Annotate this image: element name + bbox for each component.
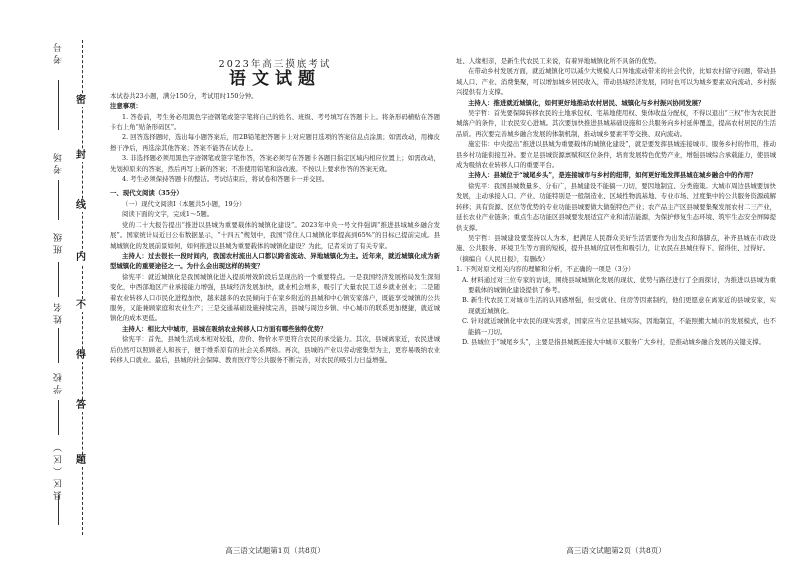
source-note: （摘编自《人民日报》，有删改） xyxy=(456,254,549,263)
passage-paragraph: 徐宪平：就近城镇化是我国城镇化进入提质增效阶段后呈现出的一个重要特点。一是我国经济发展格局发生深刻变化，中西部地区产业承接能力增强，县域经济发展加快，就业机会增多，吸引了大量农民工返乡就业创业；二是随着农业转移人口市民化进程加快，越来越多的农民倾向于在家乡附近的县城和中心镇安家落户，既能享受城镇的公共服务，又能兼顾家庭和农业生产；三是交通基础设施持续完善，县城与周边乡镇、中心城市的联系更加便捷，就近城镇化的成本更低。 xyxy=(110,272,440,323)
binding-strip xyxy=(0,0,118,562)
seal-mark: 密 xyxy=(76,95,86,106)
page-two xyxy=(456,56,776,347)
question-stem: 1. 下列对原文相关内容的理解和分析，不正确的一项是（3分） xyxy=(456,265,635,274)
passage-paragraph: 吴宇哲：首先要保障转移农民的土地承包权、宅基地使用权、集体收益分配权，不得以退出“三权”作为农民进城落户的条件，让农民安心进城。其次要加快推进县城基础设施和公共服务向乡村延伸覆盖，提高农村居民的生活品质。再次要完善城乡融合发展的体制机制，推动城乡要素平等交换、双向流动。 xyxy=(456,109,776,138)
field-exam-number-line[interactable] xyxy=(58,80,59,130)
note-item: 4. 考生必须保持答题卡的整洁。考试结束后，将试卷和答题卡一并交回。 xyxy=(122,175,329,184)
passage-paragraph: 施宏伟：中央提出“推进以县城为重要载体的城镇化建设”，就是要发挥县城连接城市、服务乡村的作用，推动县乡村功能衔接互补。要立足县城资源禀赋和区位条件，培育发展特色优势产业，增强县城综合承载能力，使县城成为吸纳农业转移人口的重要平台。 xyxy=(456,140,776,170)
field-exam-room-label: 考场 xyxy=(54,150,64,174)
passage-paragraph: 址、人缘相亲，是新生代农民工来说，有着异地城镇化所不具备的优势。 xyxy=(456,57,661,65)
section-heading: 一、现代文阅读（35分） xyxy=(110,189,183,198)
field-school-label: 学校 xyxy=(54,370,64,394)
seal-mark: 封 xyxy=(76,150,86,161)
option-a: A. 材料通过对三位专家的访谈，围绕县域城镇化发展的现状、优势与路径进行了全面探讨，为推进以县城为重要载体的城镇化建设提供了参考。 xyxy=(462,275,776,294)
field-exam-room-line[interactable] xyxy=(58,180,59,220)
field-school-line[interactable] xyxy=(58,400,59,435)
passage-paragraph: 徐宪平：首先，县城生活成本相对较低，房价、物价水平更符合农民的承受能力。其次，县城离家近，农民进城后仍然可以照顾老人和孩子，便于维系原有的社会关系网络。再次，县城的产业以劳动密集型为主，更容易吸纳农业转移人口就业。最后，县城的社会保障、教育医疗等公共服务不断完善，对农民的吸引力日益增强。 xyxy=(110,335,440,364)
note-item: 2. 回答选择题时，选出每小题答案后，用2B铅笔把答题卡上对应题目选项的答案信息点涂黑；如需改动，用橡皮擦干净后，再选涂其他答案；答案不能答在试卷上。 xyxy=(110,133,440,152)
subject-title: 语文试题 xyxy=(229,69,321,90)
field-county-line[interactable] xyxy=(58,495,59,525)
reading-instruction: 阅读下面的文字，完成1～5题。 xyxy=(122,210,214,219)
seal-mark: 线 xyxy=(76,200,86,211)
seal-mark: 内 xyxy=(76,252,86,263)
passage-paragraph: 在带动乡村发展方面，就近城镇化可以减少大规模人口异地流动带来的社会代价，比如农村留守问题，带动县域人口、产业、消费集聚，可以增加城乡居民收入，带动县域经济发展，同时也可以为城乡要素双向流动、乡村振兴提供有力支撑。 xyxy=(456,67,776,97)
field-county-label: 县区（区） xyxy=(54,440,64,500)
option-d: D. 县城位于“城尾乡头”，主要是指县城既连接大中城市又服务广大乡村，是推动城乡融合发展的关键支撑。 xyxy=(462,337,766,346)
seal-mark: 不 xyxy=(76,300,86,311)
option-b: B. 新生代农民工对城市生活的认同感增强，但受就业、住房等因素制约，他们更愿意在离家近的县城安家，实现就近城镇化。 xyxy=(462,296,776,315)
subsection-heading: （一）现代文阅读Ⅰ（本题共5小题，19分） xyxy=(122,199,246,208)
field-class-label: 班级 xyxy=(54,230,64,254)
seal-mark: 得 xyxy=(76,350,86,361)
passage-paragraph: 主持人：过去很长一段时间内，我国农村流出人口都以跨省流动、异地城镇化为主。近年来，就近城镇化成为新型城镇化的重要途径之一。为什么会出现这样的转变？ xyxy=(110,251,440,271)
score-line: 本试卷共23小题，满分150分，考试用时150分钟。 xyxy=(110,91,258,100)
seal-mark: 题 xyxy=(76,455,86,466)
page-one-footer: 高三语文试题第1页（共8页） xyxy=(225,546,325,555)
field-class-line[interactable] xyxy=(58,262,59,297)
passage-paragraph: 主持人：县城位于“城尾乡头”，是连接城市与乡村的纽带，如何更好地发挥县城在城乡融合中的作用？ xyxy=(468,171,757,180)
seal-mark: 答 xyxy=(76,400,86,411)
field-name-line[interactable] xyxy=(58,328,59,363)
passage-paragraph: 主持人：相比大中城市，县城在吸纳农业转移人口方面有哪些独特优势？ xyxy=(122,324,327,333)
exam-title: 2023年高三摸底考试 xyxy=(218,59,332,70)
field-exam-number-label: 考号 xyxy=(54,40,64,64)
note-item: 1. 答卷前，考生务必用黑色字迹钢笔或签字笔将自己的姓名、班级、考号填写在答题卡上。将条形码横贴在答题卡右上角“贴条形码区”。 xyxy=(110,112,440,132)
option-c: C. 针对就近城镇化中农民的现实需求，国家应当立足县城实际，因地制宜，不能照搬大城市的发展模式，也不能搞一刀切。 xyxy=(462,317,776,336)
page-one xyxy=(110,30,440,365)
note-item: 3. 非选择题必须用黑色字迹钢笔或签字笔作答，答案必须写在答题卡各题目指定区域内相应位置上；如需改动，先划掉原来的答案，然后再写上新的答案；不准使用铅笔和涂改液。不按以上要求作答的答案无效。 xyxy=(110,154,440,173)
field-name-label: 姓名 xyxy=(54,300,64,324)
passage-paragraph: 党的二十大报告提出“推进以县城为重要载体的城镇化建设”。2023年中央一号文件强调“推进县域城乡融合发展”。国家统计局近日公布数据显示，“十四五”规划中，我国“常住人口城镇化率提高到65%”的目标已提前完成。县城城镇化的发展前景如何，如何推进以县城为重要载体的城镇化建设？为此，记者采访了有关专家。 xyxy=(110,220,440,250)
passage-paragraph: 主持人：推进就近城镇化，如何更好地推动农村居民、城镇化与乡村振兴协同发展？ xyxy=(468,98,705,107)
page-two-footer: 高三语文试题第2页（共8页） xyxy=(566,546,666,555)
passage-paragraph: 吴宇哲：县城建设要坚持以人为本，把满足人民群众美好生活需要作为出发点和落脚点，补齐县城在市政设施、公共服务、环境卫生等方面的短板，提升县城的宜居性和吸引力，让农民在县城住得下、留得住、过得好。 xyxy=(456,233,776,253)
notes-title: 注意事项： xyxy=(110,102,142,111)
passage-paragraph: 徐宪平：我国县城数量多、分布广，县城建设不能搞一刀切，要因地制宜、分类施策。大城市周边县城要加快发展，主动承接人口、产业、功能特别是一般制造业、区域性物流基地、专业市场、过度集中的公共服务资源疏解转移；具有资源、区位等优势的专业功能县城要做大做强特色产业；农产品主产区县城要集聚发展农村二三产业，延长农业产业链条；重点生态功能区县城要发展适宜产业和清洁能源，为保护修复生态环境、筑牢生态安全屏障提供支撑。 xyxy=(456,181,776,232)
